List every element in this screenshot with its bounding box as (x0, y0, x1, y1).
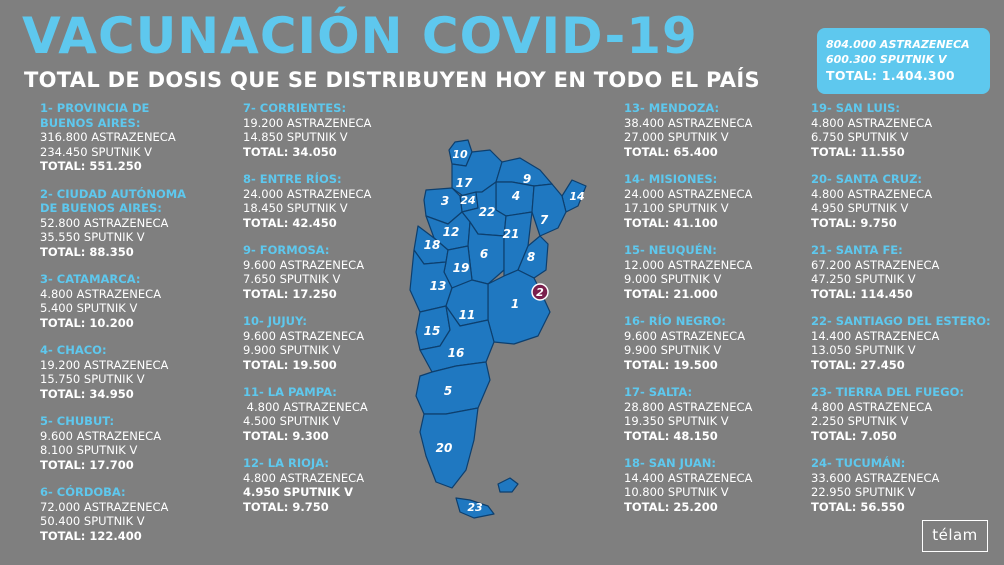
province-name: 3- CATAMARCA: (40, 272, 141, 286)
argentina-map (400, 125, 615, 525)
astrazeneca-doses: 38.400 ASTRAZENECA (624, 115, 753, 130)
total-astrazeneca: 804.000 ASTRAZENECA (826, 38, 970, 51)
province-name: 14- MISIONES: (624, 172, 718, 186)
province-entry-17 (624, 385, 809, 443)
map-label-9: 9 (522, 172, 532, 186)
astrazeneca-doses: 19.200 ASTRAZENECA (40, 357, 169, 372)
sputnik-doses: 4.950 SPUTNIK V (811, 201, 909, 215)
sputnik-doses: 19.350 SPUTNIK V (624, 414, 729, 428)
map-label-11: 11 (458, 308, 476, 322)
map-label-21: 21 (502, 227, 520, 241)
sputnik-doses: 15.750 SPUTNIK V (40, 372, 145, 386)
province-entry-3 (40, 272, 225, 330)
province-name: 23- TIERRA DEL FUEGO: (811, 385, 964, 399)
province-total: TOTAL: 41.100 (624, 215, 718, 230)
astrazeneca-doses: 19.200 ASTRAZENECA (243, 115, 372, 130)
province-total: TOTAL: 11.550 (811, 144, 905, 159)
map-label-18: 18 (423, 238, 441, 252)
sputnik-doses: 5.400 SPUTNIK V (40, 301, 138, 315)
astrazeneca-doses: 9.600 ASTRAZENECA (624, 328, 746, 343)
map-region-corrientes (532, 184, 566, 236)
province-name: 15- NEUQUÉN: (624, 243, 717, 257)
astrazeneca-doses: 28.800 ASTRAZENECA (624, 399, 753, 414)
province-name: 1- PROVINCIA DE (40, 101, 150, 115)
telam-logo: télam (922, 520, 988, 552)
province-entry-24 (811, 456, 996, 514)
astrazeneca-doses: 67.200 ASTRAZENECA (811, 257, 940, 272)
map-label-1: 1 (510, 297, 520, 311)
province-name: BUENOS AIRES: (40, 115, 141, 130)
province-entry-23 (811, 385, 996, 443)
map-label-4: 4 (511, 189, 521, 203)
sputnik-doses: 18.450 SPUTNIK V (243, 201, 348, 215)
province-name: DE BUENOS AIRES: (40, 201, 162, 215)
astrazeneca-doses: 4.800 ASTRAZENECA (811, 115, 933, 130)
astrazeneca-doses: 4.800 ASTRAZENECA (243, 470, 365, 485)
sputnik-doses: 8.100 SPUTNIK V (40, 443, 138, 457)
sputnik-doses: 14.850 SPUTNIK V (243, 130, 348, 144)
province-name: 20- SANTA CRUZ: (811, 172, 923, 186)
sputnik-doses: 27.000 SPUTNIK V (624, 130, 729, 144)
map-label-2: 2 (536, 286, 544, 299)
province-entry-2 (40, 187, 225, 260)
province-total: TOTAL: 34.950 (40, 386, 134, 401)
astrazeneca-doses: 14.400 ASTRAZENECA (811, 328, 940, 343)
astrazeneca-doses: 4.800 ASTRAZENECA (811, 186, 933, 201)
page-title: VACUNACIÓN COVID-19 (22, 7, 698, 65)
province-name: 12- LA RIOJA: (243, 456, 329, 470)
sputnik-doses: 13.050 SPUTNIK V (811, 343, 916, 357)
map-label-7: 7 (539, 213, 549, 227)
province-total: TOTAL: 25.200 (624, 499, 718, 514)
province-name: 4- CHACO: (40, 343, 107, 357)
province-name: 17- SALTA: (624, 385, 693, 399)
province-total: TOTAL: 9.300 (243, 428, 329, 443)
province-name: 24- TUCUMÁN: (811, 456, 906, 470)
province-entry-22 (811, 314, 996, 372)
page-subtitle: TOTAL DE DOSIS QUE SE DISTRIBUYEN HOY EN TODO EL PAÍS (24, 68, 760, 92)
map-label-12: 12 (442, 225, 460, 239)
province-total: TOTAL: 34.050 (243, 144, 337, 159)
map-label-14: 14 (569, 190, 585, 203)
sputnik-doses: 4.500 SPUTNIK V (243, 414, 341, 428)
province-entry-15 (624, 243, 809, 301)
province-total: TOTAL: 21.000 (624, 286, 718, 301)
province-name: 8- ENTRE RÍOS: (243, 172, 342, 186)
sputnik-doses: 50.400 SPUTNIK V (40, 514, 145, 528)
province-total: TOTAL: 65.400 (624, 144, 718, 159)
province-name: 16- RÍO NEGRO: (624, 314, 726, 328)
astrazeneca-doses: 24.000 ASTRAZENECA (243, 186, 372, 201)
sputnik-doses: 17.100 SPUTNIK V (624, 201, 729, 215)
province-name: 18- SAN JUAN: (624, 456, 716, 470)
province-total: TOTAL: 114.450 (811, 286, 913, 301)
province-total: TOTAL: 17.250 (243, 286, 337, 301)
province-name: 22- SANTIAGO DEL ESTERO: (811, 314, 991, 328)
sputnik-doses: 2.250 SPUTNIK V (811, 414, 909, 428)
sputnik-doses: 4.950 SPUTNIK V (243, 485, 353, 499)
map-label-3: 3 (440, 194, 450, 208)
province-entry-13 (624, 101, 809, 159)
provinces-column-3 (624, 101, 809, 527)
astrazeneca-doses: 4.800 ASTRAZENECA (243, 399, 368, 414)
province-total: TOTAL: 88.350 (40, 244, 134, 259)
sputnik-doses: 6.750 SPUTNIK V (811, 130, 909, 144)
astrazeneca-doses: 9.600 ASTRAZENECA (243, 257, 365, 272)
province-entry-21 (811, 243, 996, 301)
province-total: TOTAL: 42.450 (243, 215, 337, 230)
province-entry-14 (624, 172, 809, 230)
province-name: 21- SANTA FE: (811, 243, 903, 257)
map-label-13: 13 (429, 279, 447, 293)
sputnik-doses: 9.900 SPUTNIK V (243, 343, 341, 357)
province-total: TOTAL: 122.400 (40, 528, 142, 543)
province-entry-6 (40, 485, 225, 543)
map-label-15: 15 (423, 324, 441, 338)
map-label-16: 16 (447, 346, 465, 360)
map-label-10: 10 (452, 148, 468, 161)
province-total: TOTAL: 19.500 (243, 357, 337, 372)
map-label-5: 5 (443, 384, 453, 398)
province-entry-18 (624, 456, 809, 514)
provinces-column-1 (40, 101, 225, 556)
province-total: TOTAL: 17.700 (40, 457, 134, 472)
province-total: TOTAL: 9.750 (243, 499, 329, 514)
map-label-23: 23 (467, 501, 483, 514)
astrazeneca-doses: 4.800 ASTRAZENECA (40, 286, 162, 301)
province-total: TOTAL: 48.150 (624, 428, 718, 443)
sputnik-doses: 10.800 SPUTNIK V (624, 485, 729, 499)
map-label-17: 17 (455, 176, 473, 190)
astrazeneca-doses: 24.000 ASTRAZENECA (624, 186, 753, 201)
province-total: TOTAL: 9.750 (811, 215, 897, 230)
province-name: 13- MENDOZA: (624, 101, 720, 115)
sputnik-doses: 22.950 SPUTNIK V (811, 485, 916, 499)
province-total: TOTAL: 27.450 (811, 357, 905, 372)
national-totals-box (817, 28, 990, 94)
province-total: TOTAL: 551.250 (40, 159, 142, 173)
astrazeneca-doses: 72.000 ASTRAZENECA (40, 499, 169, 514)
map-label-8: 8 (526, 250, 536, 264)
province-total: TOTAL: 10.200 (40, 315, 134, 330)
province-name: 10- JUJUY: (243, 314, 307, 328)
provinces-column-4 (811, 101, 996, 527)
province-name: 7- CORRIENTES: (243, 101, 347, 115)
province-total: TOTAL: 56.550 (811, 499, 905, 514)
province-name: 6- CÓRDOBA: (40, 485, 126, 499)
sputnik-doses: 7.650 SPUTNIK V (243, 272, 341, 286)
province-name: 9- FORMOSA: (243, 243, 330, 257)
astrazeneca-doses: 4.800 ASTRAZENECA (811, 399, 933, 414)
province-name: 2- CIUDAD AUTÓNOMA (40, 186, 187, 201)
sputnik-doses: 47.250 SPUTNIK V (811, 272, 916, 286)
province-entry-4 (40, 343, 225, 401)
map-label-22: 22 (478, 205, 496, 219)
astrazeneca-doses: 12.000 ASTRAZENECA (624, 257, 753, 272)
province-total: TOTAL: 7.050 (811, 428, 897, 443)
map-region-malvinas (498, 478, 518, 492)
province-entry-20 (811, 172, 996, 230)
astrazeneca-doses: 52.800 ASTRAZENECA (40, 215, 169, 230)
province-name: 11- LA PAMPA: (243, 385, 337, 399)
map-label-6: 6 (479, 247, 489, 261)
province-entry-19 (811, 101, 996, 159)
astrazeneca-doses: 316.800 ASTRAZENECA (40, 130, 176, 144)
map-region-chubut (416, 362, 490, 414)
map-label-19: 19 (452, 261, 470, 275)
province-total: TOTAL: 19.500 (624, 357, 718, 372)
astrazeneca-doses: 9.600 ASTRAZENECA (243, 328, 365, 343)
province-entry-5 (40, 414, 225, 472)
astrazeneca-doses: 33.600 ASTRAZENECA (811, 470, 940, 485)
province-entry-16 (624, 314, 809, 372)
total-doses: TOTAL: 1.404.300 (826, 68, 955, 83)
sputnik-doses: 9.900 SPUTNIK V (624, 343, 722, 357)
province-name: 5- CHUBUT: (40, 414, 115, 428)
sputnik-doses: 234.450 SPUTNIK V (40, 144, 152, 159)
map-label-20: 20 (435, 441, 453, 455)
map-label-24: 24 (460, 194, 476, 207)
astrazeneca-doses: 14.400 ASTRAZENECA (624, 470, 753, 485)
astrazeneca-doses: 9.600 ASTRAZENECA (40, 428, 162, 443)
sputnik-doses: 9.000 SPUTNIK V (624, 272, 722, 286)
sputnik-doses: 35.550 SPUTNIK V (40, 230, 145, 244)
province-name: 19- SAN LUIS: (811, 101, 901, 115)
province-entry-1 (40, 101, 225, 174)
total-sputnik: 600.300 SPUTNIK V (826, 53, 947, 66)
